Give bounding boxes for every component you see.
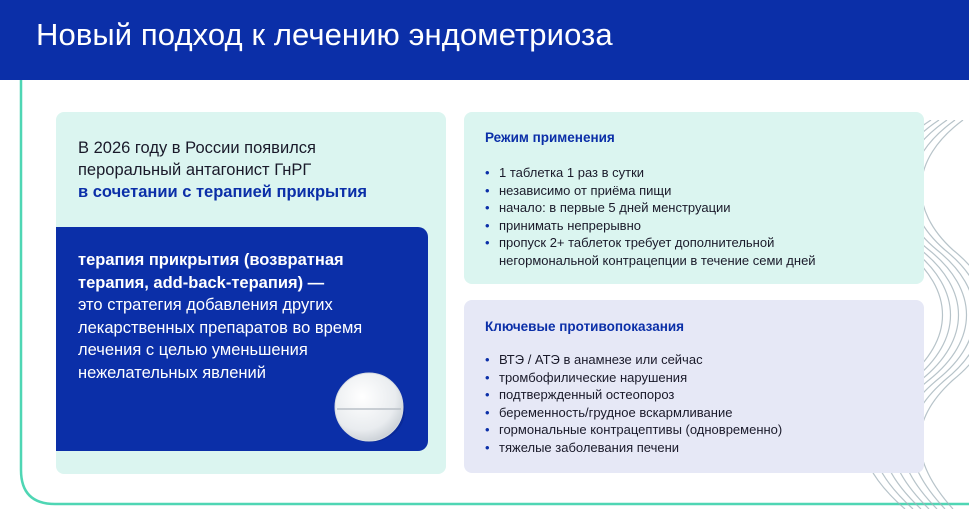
definition-term-line-2: терапия, add-back-терапия) — bbox=[78, 273, 325, 292]
definition-card bbox=[56, 227, 428, 451]
contraindications-title: Ключевые противопоказания bbox=[485, 319, 685, 334]
list-item-line-2: негормональной контрацепции в течение семи дней bbox=[499, 252, 816, 268]
list-item-line-1: • пропуск 2+ таблеток требует дополнительной bbox=[499, 235, 775, 251]
list-item: • подтвержденный остеопороз bbox=[485, 386, 782, 404]
list-item: • начало: в первые 5 дней менструации bbox=[485, 199, 816, 217]
definition-desc-line-1: это стратегия добавления других bbox=[78, 296, 333, 314]
intro-line-1: В 2026 году в России появился bbox=[78, 139, 316, 157]
list-item: • 1 таблетка 1 раз в сутки bbox=[485, 164, 816, 182]
list-item: • гормональные контрацептивы (одновременно) bbox=[485, 421, 782, 439]
definition-desc-line-4: нежелательных явлений bbox=[78, 363, 266, 382]
contraindications-list bbox=[485, 351, 782, 457]
slide-header bbox=[0, 0, 969, 80]
definition-term-line-1: терапия прикрытия (возвратная bbox=[78, 251, 344, 269]
slide-title: Новый подход к лечению эндометриоза bbox=[36, 17, 613, 52]
list-item: • независимо от приёма пищи bbox=[485, 182, 816, 200]
list-item: • тромбофилические нарушения bbox=[485, 369, 782, 387]
intro-line-2: пероральный антагонист ГнРГ bbox=[78, 161, 312, 179]
list-item: • принимать непрерывно bbox=[485, 217, 816, 235]
list-item bbox=[485, 234, 816, 269]
regimen-panel bbox=[464, 112, 924, 284]
intro-panel bbox=[56, 112, 446, 474]
regimen-list bbox=[485, 164, 816, 270]
list-item: • беременность/грудное вскармливание bbox=[485, 404, 782, 422]
definition-desc-line-3: лечения с целью уменьшения bbox=[78, 341, 308, 359]
intro-text bbox=[78, 137, 428, 203]
regimen-title: Режим применения bbox=[485, 130, 615, 145]
intro-highlight: в сочетании с терапией прикрытия bbox=[78, 183, 367, 201]
list-item: • тяжелые заболевания печени bbox=[485, 439, 782, 457]
list-item: • ВТЭ / АТЭ в анамнезе или сейчас bbox=[485, 351, 782, 369]
definition-desc-line-2: лекарственных препаратов во время bbox=[78, 318, 363, 337]
definition-text bbox=[78, 249, 408, 384]
pill-icon bbox=[333, 371, 407, 445]
contraindications-panel bbox=[464, 300, 924, 473]
